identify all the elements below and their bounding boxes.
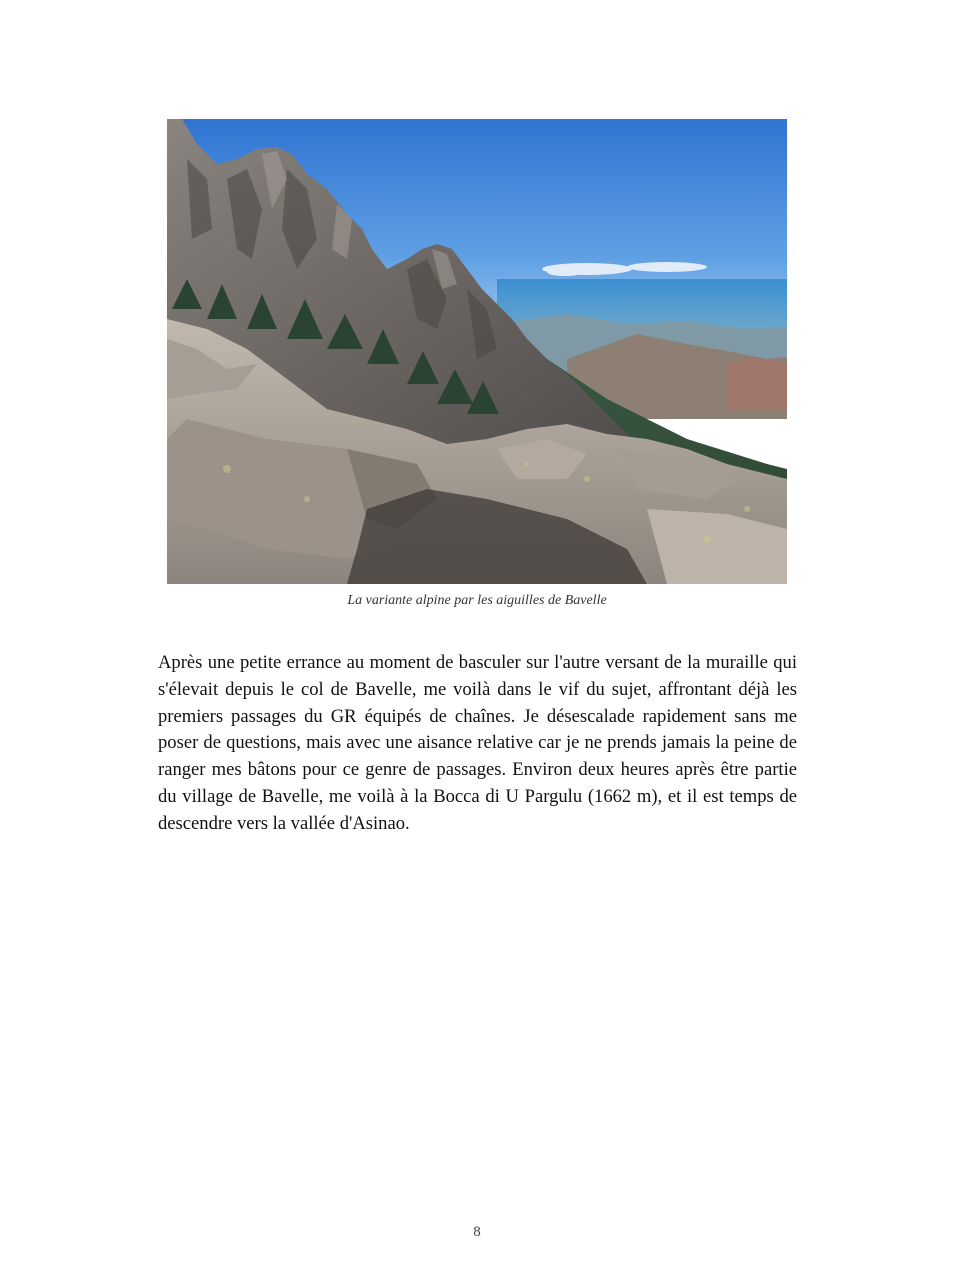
page-number: 8 xyxy=(473,1224,481,1240)
body-paragraph: Après une petite errance au moment de basculer sur l'autre versant de la muraille qui s'élevait depuis le col de Bavelle, me voilà dans le vif du sujet, affrontant déjà les premiers passages du GR équipés de chaînes. Je désescalade rapidement sans me poser de questions, mais avec une aisance relative car je ne prends jamais la peine de ranger mes bâtons pour ce genre de passages. Environ deux heures après être partie du village de Bavelle, me voilà à la Bocca di U Pargulu (1662 m), et il est temps de descendre vers la vallée d'Asinao. xyxy=(158,652,797,834)
figure-caption: La variante alpine par les aiguilles de Bavelle xyxy=(347,593,607,608)
mountain-photo xyxy=(167,119,787,584)
